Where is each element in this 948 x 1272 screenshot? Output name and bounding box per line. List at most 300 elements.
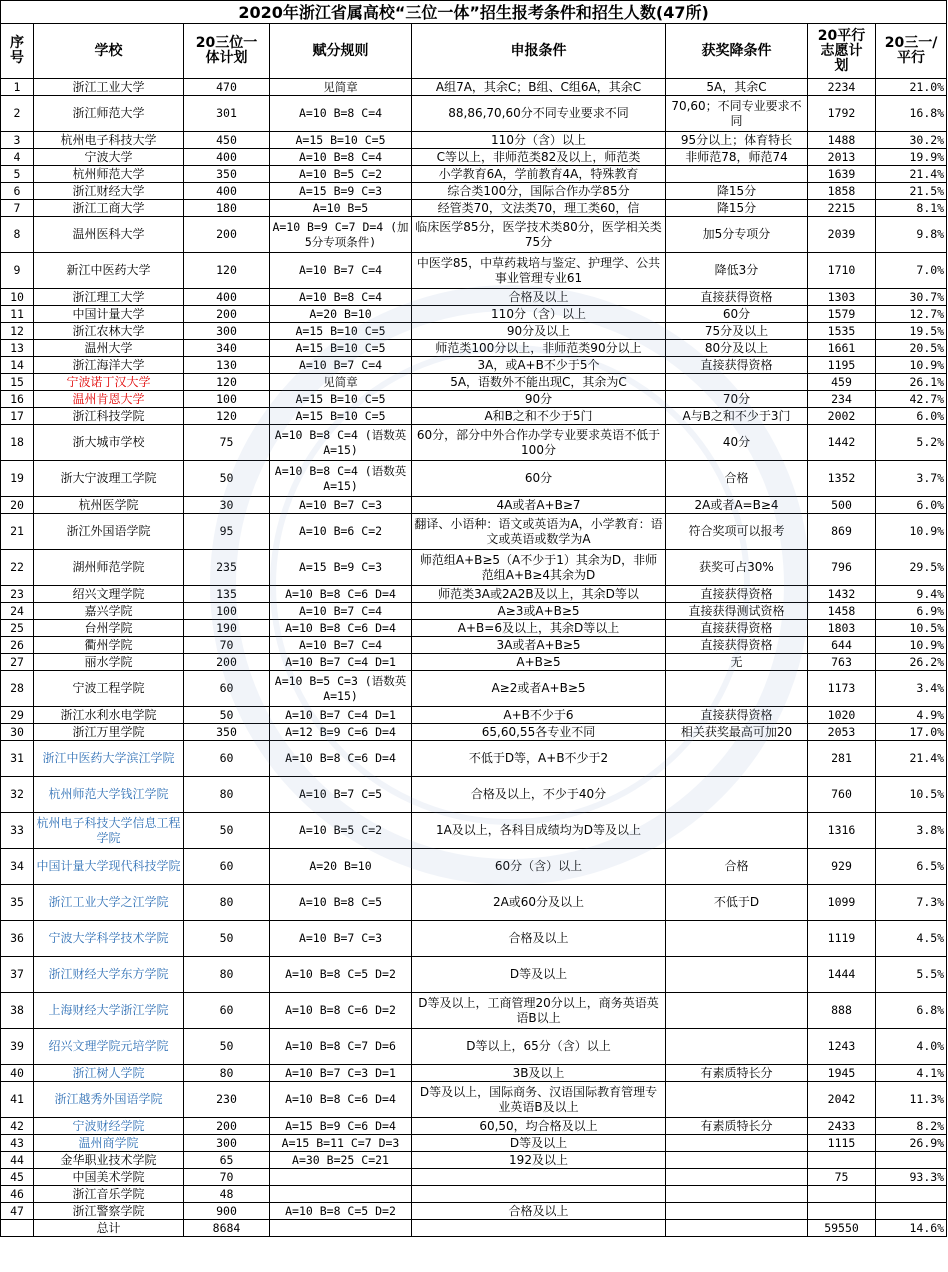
award-condition: 95分以上；体育特长 <box>666 132 808 149</box>
row-no: 30 <box>1 724 34 741</box>
scoring-rule: A=15 B=10 C=5 <box>270 323 412 340</box>
parallel-plan: 1792 <box>808 96 876 132</box>
ratio: 21.4% <box>876 741 947 777</box>
parallel-plan: 2042 <box>808 1082 876 1118</box>
application-condition: 师范类3A或2A2B及以上，其余D等以 <box>412 586 666 603</box>
total-award <box>666 1220 808 1237</box>
row-no: 45 <box>1 1169 34 1186</box>
plan-3in1: 30 <box>184 497 270 514</box>
award-condition: 60分 <box>666 306 808 323</box>
parallel-plan: 929 <box>808 849 876 885</box>
ratio: 12.7% <box>876 306 947 323</box>
application-condition: 110分（含）以上 <box>412 306 666 323</box>
award-condition <box>666 921 808 957</box>
table-row <box>1 323 947 340</box>
table-row <box>1 253 947 289</box>
parallel-plan: 1639 <box>808 166 876 183</box>
award-condition: 直接获得资格 <box>666 637 808 654</box>
application-condition: D等及以上，国际商务、汉语国际教育管理专业英语B及以上 <box>412 1082 666 1118</box>
row-no: 4 <box>1 149 34 166</box>
ratio: 10.5% <box>876 777 947 813</box>
plan-3in1: 50 <box>184 813 270 849</box>
ratio: 26.2% <box>876 654 947 671</box>
parallel-plan: 234 <box>808 391 876 408</box>
school-name: 浙江农林大学 <box>34 323 184 340</box>
parallel-plan: 2234 <box>808 79 876 96</box>
ratio: 9.8% <box>876 217 947 253</box>
scoring-rule: A=10 B=7 C=5 <box>270 777 412 813</box>
ratio: 26.1% <box>876 374 947 391</box>
row-no: 13 <box>1 340 34 357</box>
plan-3in1: 75 <box>184 425 270 461</box>
parallel-plan: 1115 <box>808 1135 876 1152</box>
scoring-rule: A=10 B=6 C=2 <box>270 514 412 550</box>
award-condition: 80分及以上 <box>666 340 808 357</box>
school-name: 浙江树人学院 <box>34 1065 184 1082</box>
plan-3in1: 230 <box>184 1082 270 1118</box>
row-no: 8 <box>1 217 34 253</box>
scoring-rule: 见简章 <box>270 374 412 391</box>
award-condition: 无 <box>666 654 808 671</box>
total-cond <box>412 1220 666 1237</box>
parallel-plan: 2039 <box>808 217 876 253</box>
row-no: 17 <box>1 408 34 425</box>
school-name: 金华职业技术学院 <box>34 1152 184 1169</box>
application-condition: 经管类70，文法类70，理工类60，信 <box>412 200 666 217</box>
plan-3in1: 200 <box>184 1118 270 1135</box>
table-row <box>1 132 947 149</box>
award-condition: 直接获得资格 <box>666 620 808 637</box>
ratio: 10.9% <box>876 357 947 374</box>
award-condition: 2A或者A=B≥4 <box>666 497 808 514</box>
ratio: 4.0% <box>876 1029 947 1065</box>
scoring-rule: A=10 B=8 C=5 <box>270 885 412 921</box>
row-no: 16 <box>1 391 34 408</box>
scoring-rule: A=10 B=8 C=4 <box>270 289 412 306</box>
application-condition: A≥3或A+B≥5 <box>412 603 666 620</box>
school-name: 新江中医药大学 <box>34 253 184 289</box>
parallel-plan: 2013 <box>808 149 876 166</box>
school-name: 衢州学院 <box>34 637 184 654</box>
parallel-plan: 1352 <box>808 461 876 497</box>
plan-3in1: 130 <box>184 357 270 374</box>
row-no: 14 <box>1 357 34 374</box>
school-name: 浙大宁波理工学院 <box>34 461 184 497</box>
table-row <box>1 1186 947 1203</box>
ratio: 26.9% <box>876 1135 947 1152</box>
row-no: 1 <box>1 79 34 96</box>
parallel-plan: 1173 <box>808 671 876 707</box>
plan-3in1: 50 <box>184 921 270 957</box>
plan-3in1: 70 <box>184 1169 270 1186</box>
table-row <box>1 340 947 357</box>
parallel-plan: 1195 <box>808 357 876 374</box>
scoring-rule: A=10 B=7 C=4 D=1 <box>270 654 412 671</box>
table-row <box>1 306 947 323</box>
scoring-rule: A=15 B=9 C=6 D=4 <box>270 1118 412 1135</box>
header-3in1-plan: 20三位一体计划 <box>184 24 270 79</box>
ratio: 19.5% <box>876 323 947 340</box>
row-no: 34 <box>1 849 34 885</box>
table-row <box>1 183 947 200</box>
application-condition: 合格及以上，不少于40分 <box>412 777 666 813</box>
parallel-plan: 2433 <box>808 1118 876 1135</box>
table-row <box>1 391 947 408</box>
school-name: 浙江工业大学之江学院 <box>34 885 184 921</box>
application-condition: 3A或者A+B≥5 <box>412 637 666 654</box>
ratio <box>876 1203 947 1220</box>
scoring-rule: A=10 B=8 C=4 <box>270 96 412 132</box>
row-no: 9 <box>1 253 34 289</box>
header-scoring-rule: 赋分规则 <box>270 24 412 79</box>
ratio: 3.7% <box>876 461 947 497</box>
application-condition: 师范类100分以上，非师范类90分以上 <box>412 340 666 357</box>
table-row <box>1 921 947 957</box>
row-no: 2 <box>1 96 34 132</box>
plan-3in1: 80 <box>184 1065 270 1082</box>
school-name: 湖州师范学院 <box>34 550 184 586</box>
table-row <box>1 849 947 885</box>
scoring-rule: A=10 B=8 C=4 (语数英A=15) <box>270 425 412 461</box>
total-parallel: 59550 <box>808 1220 876 1237</box>
ratio: 8.2% <box>876 1118 947 1135</box>
scoring-rule: A=15 B=10 C=5 <box>270 391 412 408</box>
award-condition: 合格 <box>666 849 808 885</box>
plan-3in1: 50 <box>184 707 270 724</box>
plan-3in1: 135 <box>184 586 270 603</box>
parallel-plan: 1945 <box>808 1065 876 1082</box>
parallel-plan: 1316 <box>808 813 876 849</box>
row-no: 39 <box>1 1029 34 1065</box>
application-condition: 60分，部分中外合作办学专业要求英语不低于100分 <box>412 425 666 461</box>
application-condition: 90分及以上 <box>412 323 666 340</box>
table-row <box>1 724 947 741</box>
school-name: 台州学院 <box>34 620 184 637</box>
total-ratio: 14.6% <box>876 1220 947 1237</box>
row-no: 35 <box>1 885 34 921</box>
school-name: 宁波大学 <box>34 149 184 166</box>
award-condition: 获奖可占30% <box>666 550 808 586</box>
row-no: 27 <box>1 654 34 671</box>
plan-3in1: 60 <box>184 993 270 1029</box>
scoring-rule: A=10 B=8 C=6 D=4 <box>270 586 412 603</box>
plan-3in1: 400 <box>184 149 270 166</box>
application-condition: A≥2或者A+B≥5 <box>412 671 666 707</box>
plan-3in1: 60 <box>184 849 270 885</box>
table-row <box>1 200 947 217</box>
row-no: 20 <box>1 497 34 514</box>
school-name: 丽水学院 <box>34 654 184 671</box>
row-no: 41 <box>1 1082 34 1118</box>
application-condition: 合格及以上 <box>412 921 666 957</box>
row-no: 31 <box>1 741 34 777</box>
plan-3in1: 100 <box>184 603 270 620</box>
ratio: 6.0% <box>876 408 947 425</box>
row-no: 25 <box>1 620 34 637</box>
application-condition: D等及以上，工商管理20分以上，商务英语英语B以上 <box>412 993 666 1029</box>
parallel-plan: 1444 <box>808 957 876 993</box>
application-condition <box>412 1186 666 1203</box>
parallel-plan: 1303 <box>808 289 876 306</box>
ratio: 10.9% <box>876 637 947 654</box>
plan-3in1: 80 <box>184 957 270 993</box>
scoring-rule: A=10 B=8 C=6 D=4 <box>270 1082 412 1118</box>
ratio: 42.7% <box>876 391 947 408</box>
ratio: 4.5% <box>876 921 947 957</box>
school-name: 温州大学 <box>34 340 184 357</box>
row-no: 10 <box>1 289 34 306</box>
table-row <box>1 408 947 425</box>
table-row <box>1 671 947 707</box>
application-condition: 60,50，均合格及以上 <box>412 1118 666 1135</box>
plan-3in1: 300 <box>184 323 270 340</box>
row-no: 28 <box>1 671 34 707</box>
school-name: 浙江警察学院 <box>34 1203 184 1220</box>
table-row <box>1 637 947 654</box>
table-row <box>1 603 947 620</box>
table-row <box>1 1082 947 1118</box>
plan-3in1: 470 <box>184 79 270 96</box>
parallel-plan: 1535 <box>808 323 876 340</box>
table-row <box>1 461 947 497</box>
plan-3in1: 120 <box>184 374 270 391</box>
application-condition <box>412 1169 666 1186</box>
row-no: 18 <box>1 425 34 461</box>
award-condition: 有素质特长分 <box>666 1118 808 1135</box>
award-condition: 直接获得资格 <box>666 289 808 306</box>
table-row <box>1 741 947 777</box>
total-rule <box>270 1220 412 1237</box>
award-condition: 非师范78，师范74 <box>666 149 808 166</box>
ratio: 3.4% <box>876 671 947 707</box>
application-condition: 师范组A+B≥5（A不少于1）其余为D，非师范组A+B≥4其余为D <box>412 550 666 586</box>
row-no: 23 <box>1 586 34 603</box>
ratio: 10.9% <box>876 514 947 550</box>
table-row <box>1 586 947 603</box>
school-name: 宁波大学科学技术学院 <box>34 921 184 957</box>
school-name: 温州肯恩大学 <box>34 391 184 408</box>
school-name: 浙江万里学院 <box>34 724 184 741</box>
plan-3in1: 80 <box>184 885 270 921</box>
scoring-rule: 见简章 <box>270 79 412 96</box>
parallel-plan: 644 <box>808 637 876 654</box>
ratio: 16.8% <box>876 96 947 132</box>
scoring-rule: A=10 B=7 C=4 <box>270 357 412 374</box>
total-plan: 8684 <box>184 1220 270 1237</box>
ratio: 17.0% <box>876 724 947 741</box>
plan-3in1: 900 <box>184 1203 270 1220</box>
award-condition: 降15分 <box>666 183 808 200</box>
row-no: 12 <box>1 323 34 340</box>
school-name: 浙江音乐学院 <box>34 1186 184 1203</box>
scoring-rule: A=10 B=8 C=5 D=2 <box>270 957 412 993</box>
table-row <box>1 79 947 96</box>
application-condition: 3B及以上 <box>412 1065 666 1082</box>
scoring-rule: A=20 B=10 <box>270 849 412 885</box>
plan-3in1: 350 <box>184 166 270 183</box>
plan-3in1: 350 <box>184 724 270 741</box>
award-condition: 合格 <box>666 461 808 497</box>
application-condition: A+B不少于6 <box>412 707 666 724</box>
parallel-plan: 2002 <box>808 408 876 425</box>
header-award-condition: 获奖降条件 <box>666 24 808 79</box>
plan-3in1: 400 <box>184 289 270 306</box>
row-no: 7 <box>1 200 34 217</box>
ratio <box>876 1152 947 1169</box>
award-condition <box>666 1203 808 1220</box>
table-row <box>1 654 947 671</box>
plan-3in1: 340 <box>184 340 270 357</box>
application-condition: A+B=6及以上，其余D等以上 <box>412 620 666 637</box>
table-row <box>1 1203 947 1220</box>
row-no: 22 <box>1 550 34 586</box>
award-condition: 有素质特长分 <box>666 1065 808 1082</box>
parallel-plan: 1858 <box>808 183 876 200</box>
school-name: 绍兴文理学院元培学院 <box>34 1029 184 1065</box>
scoring-rule: A=10 B=8 C=4 <box>270 149 412 166</box>
table-row <box>1 1135 947 1152</box>
plan-3in1: 80 <box>184 777 270 813</box>
parallel-plan: 1243 <box>808 1029 876 1065</box>
row-no: 11 <box>1 306 34 323</box>
table-row <box>1 166 947 183</box>
parallel-plan: 281 <box>808 741 876 777</box>
header-school: 学校 <box>34 24 184 79</box>
school-name: 杭州电子科技大学信息工程学院 <box>34 813 184 849</box>
school-name: 中国计量大学现代科技学院 <box>34 849 184 885</box>
table-row <box>1 993 947 1029</box>
application-condition: 合格及以上 <box>412 289 666 306</box>
application-condition: 90分 <box>412 391 666 408</box>
school-name: 中国美术学院 <box>34 1169 184 1186</box>
school-name: 浙大城市学校 <box>34 425 184 461</box>
award-condition <box>666 1029 808 1065</box>
award-condition: 直接获得测试资格 <box>666 603 808 620</box>
row-no: 3 <box>1 132 34 149</box>
scoring-rule: A=10 B=7 C=3 <box>270 497 412 514</box>
table-body <box>1 79 947 1220</box>
ratio: 93.3% <box>876 1169 947 1186</box>
application-condition: 1A及以上，各科目成绩均为D等及以上 <box>412 813 666 849</box>
parallel-plan: 2053 <box>808 724 876 741</box>
ratio: 29.5% <box>876 550 947 586</box>
table-row <box>1 1169 947 1186</box>
row-no: 42 <box>1 1118 34 1135</box>
table-row <box>1 957 947 993</box>
ratio: 6.5% <box>876 849 947 885</box>
scoring-rule: A=15 B=10 C=5 <box>270 408 412 425</box>
row-no: 24 <box>1 603 34 620</box>
scoring-rule: A=20 B=10 <box>270 306 412 323</box>
application-condition: 4A或者A+B≥7 <box>412 497 666 514</box>
parallel-plan: 1803 <box>808 620 876 637</box>
table-row <box>1 550 947 586</box>
scoring-rule: A=15 B=11 C=7 D=3 <box>270 1135 412 1152</box>
ratio: 30.7% <box>876 289 947 306</box>
scoring-rule: A=10 B=5 C=3 (语数英A=15) <box>270 671 412 707</box>
parallel-plan <box>808 1186 876 1203</box>
plan-3in1: 95 <box>184 514 270 550</box>
parallel-plan: 796 <box>808 550 876 586</box>
ratio: 11.3% <box>876 1082 947 1118</box>
ratio: 5.5% <box>876 957 947 993</box>
ratio: 21.5% <box>876 183 947 200</box>
award-condition: 直接获得资格 <box>666 586 808 603</box>
award-condition: 40分 <box>666 425 808 461</box>
application-condition: 合格及以上 <box>412 1203 666 1220</box>
ratio: 5.2% <box>876 425 947 461</box>
school-name: 宁波诺丁汉大学 <box>34 374 184 391</box>
row-no: 21 <box>1 514 34 550</box>
row-no: 29 <box>1 707 34 724</box>
school-name: 杭州师范大学 <box>34 166 184 183</box>
school-name: 杭州医学院 <box>34 497 184 514</box>
table-row <box>1 514 947 550</box>
ratio: 4.9% <box>876 707 947 724</box>
scoring-rule <box>270 1169 412 1186</box>
scoring-rule: A=15 B=9 C=3 <box>270 550 412 586</box>
application-condition: 综合类100分，国际合作办学85分 <box>412 183 666 200</box>
school-name: 浙江财经大学东方学院 <box>34 957 184 993</box>
school-name: 浙江科技学院 <box>34 408 184 425</box>
table-row <box>1 1029 947 1065</box>
table-row <box>1 497 947 514</box>
plan-3in1: 300 <box>184 1135 270 1152</box>
award-condition <box>666 1169 808 1186</box>
table-row <box>1 1152 947 1169</box>
row-no: 47 <box>1 1203 34 1220</box>
scoring-rule: A=10 B=7 C=4 <box>270 637 412 654</box>
plan-3in1: 450 <box>184 132 270 149</box>
plan-3in1: 100 <box>184 391 270 408</box>
scoring-rule: A=10 B=7 C=4 <box>270 603 412 620</box>
application-condition: C等以上，非师范类82及以上，师范类 <box>412 149 666 166</box>
table-row <box>1 149 947 166</box>
row-no: 46 <box>1 1186 34 1203</box>
application-condition: A组7A，其余C；B组、C组6A，其余C <box>412 79 666 96</box>
ratio: 10.5% <box>876 620 947 637</box>
ratio: 3.8% <box>876 813 947 849</box>
application-condition: 中医学85，中草药栽培与鉴定、护理学、公共事业管理专业61 <box>412 253 666 289</box>
school-name: 浙江理工大学 <box>34 289 184 306</box>
table-row <box>1 885 947 921</box>
award-condition: 不低于D <box>666 885 808 921</box>
row-no: 36 <box>1 921 34 957</box>
application-condition: 不低于D等，A+B不少于2 <box>412 741 666 777</box>
scoring-rule <box>270 1186 412 1203</box>
ratio: 8.1% <box>876 200 947 217</box>
plan-3in1: 200 <box>184 217 270 253</box>
parallel-plan: 763 <box>808 654 876 671</box>
total-label: 总计 <box>34 1220 184 1237</box>
award-condition: 5A，其余C <box>666 79 808 96</box>
ratio: 21.0% <box>876 79 947 96</box>
school-name: 宁波财经学院 <box>34 1118 184 1135</box>
plan-3in1: 60 <box>184 741 270 777</box>
parallel-plan: 760 <box>808 777 876 813</box>
ratio: 6.0% <box>876 497 947 514</box>
award-condition <box>666 741 808 777</box>
school-name: 浙江师范大学 <box>34 96 184 132</box>
award-condition <box>666 166 808 183</box>
parallel-plan: 1099 <box>808 885 876 921</box>
plan-3in1: 180 <box>184 200 270 217</box>
header-ratio: 20三一/平行 <box>876 24 947 79</box>
table-title: 2020年浙江省属高校“三位一体”招生报考条件和招生人数(47所) <box>1 1 947 24</box>
scoring-rule: A=15 B=10 C=5 <box>270 132 412 149</box>
school-name: 浙江财经大学 <box>34 183 184 200</box>
table-row <box>1 813 947 849</box>
